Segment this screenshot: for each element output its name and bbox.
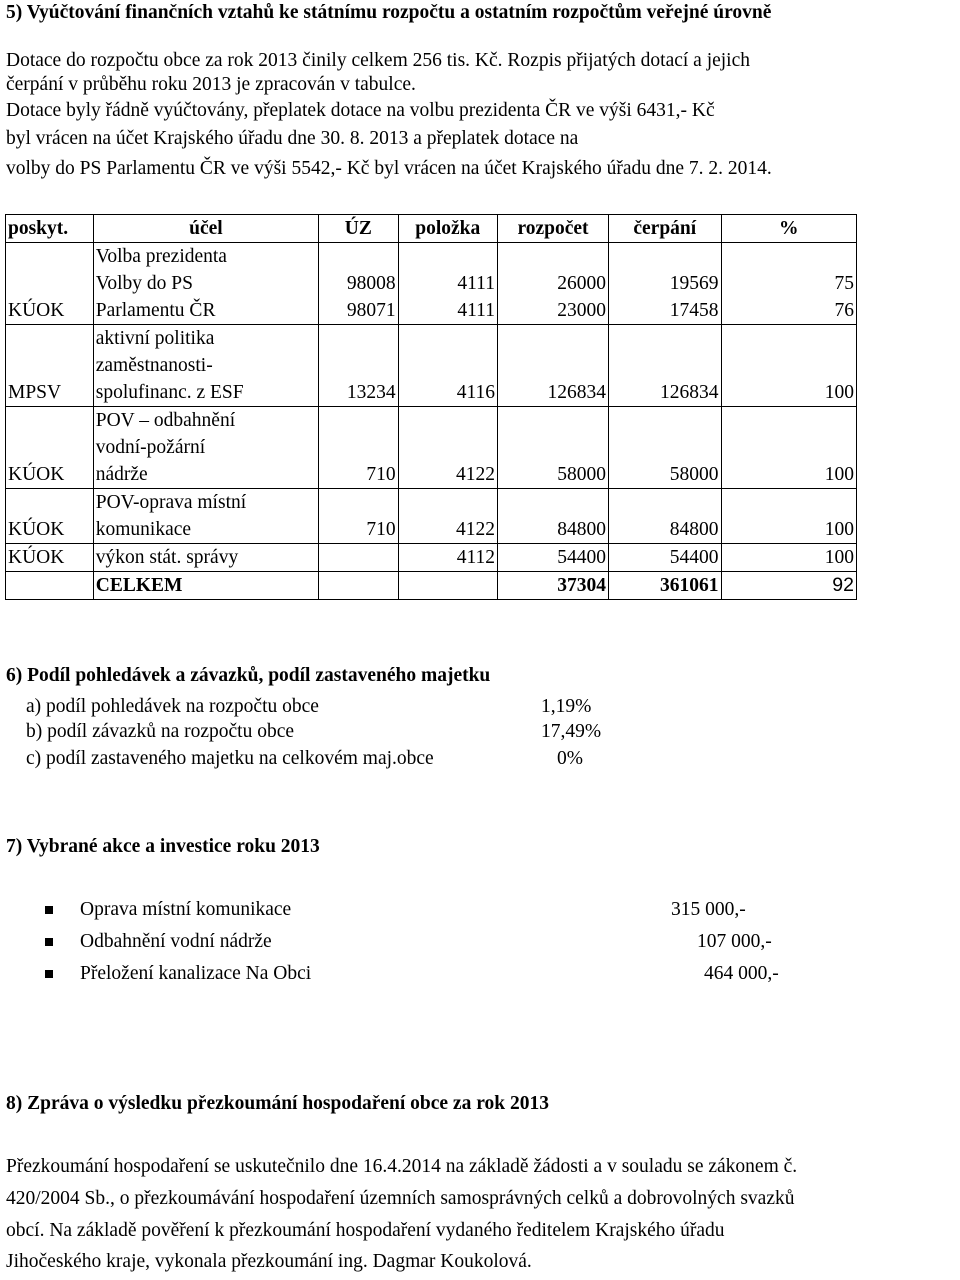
investment-item-value: 315 000,- bbox=[671, 899, 746, 920]
total-cerpani: 361061 bbox=[609, 572, 722, 600]
cell-ucel-line: zaměstnanosti- bbox=[95, 355, 213, 376]
col-header-polozka: položka bbox=[398, 215, 497, 243]
section-6-item-label: a) podíl pohledávek na rozpočtu obce bbox=[26, 696, 319, 717]
section-5-heading: 5) Vyúčtování finančních vztahů ke státnímu rozpočtu a ostatním rozpočtům veřejné úrovně bbox=[6, 2, 772, 23]
cell-ucel bbox=[93, 325, 318, 407]
cell-polozka: 4122 bbox=[398, 489, 497, 544]
cell-percent: 100 bbox=[721, 407, 856, 489]
section-6-item-value: 0% bbox=[557, 748, 583, 769]
cell-polozka-line: 4111 bbox=[457, 273, 495, 294]
cell-empty bbox=[6, 572, 94, 600]
cell-rozpocet: 54400 bbox=[497, 544, 608, 572]
bullet-icon bbox=[45, 938, 53, 946]
total-rozpocet: 37304 bbox=[497, 572, 608, 600]
section-5-text-line: Dotace do rozpočtu obce za rok 2013 činily celkem 256 tis. Kč. Rozpis přijatých dotací a jejich bbox=[6, 50, 751, 71]
cell-cerpani: 54400 bbox=[609, 544, 722, 572]
cell-percent: 100 bbox=[721, 325, 856, 407]
investment-item-label: Odbahnění vodní nádrže bbox=[80, 931, 272, 952]
cell-cerpani-line: 17458 bbox=[669, 300, 719, 321]
section-8-text-line: Jihočeského kraje, vykonala přezkoumání ing. Dagmar Koukolová. bbox=[6, 1251, 532, 1272]
cell-percent: 100 bbox=[721, 544, 856, 572]
cell-ucel-line: POV-oprava místní bbox=[95, 492, 247, 513]
subsidy-table bbox=[5, 214, 857, 600]
cell-cerpani: 126834 bbox=[609, 325, 722, 407]
section-6-item-label: b) podíl závazků na rozpočtu obce bbox=[26, 721, 295, 742]
cell-poskyt: MPSV bbox=[6, 325, 94, 407]
cell-cerpani bbox=[609, 243, 722, 325]
cell-uz-line: 98071 bbox=[346, 300, 396, 321]
section-5-text-line: volby do PS Parlamentu ČR ve výši 5542,- Kč byl vrácen na účet Krajského úřadu dne 7. 2. 2014. bbox=[6, 158, 772, 179]
section-5-text-line: Dotace byly řádně vyúčtovány, přeplatek dotace na volbu prezidenta ČR ve výši 6431,- Kč bbox=[6, 100, 715, 121]
col-header-uz: ÚZ bbox=[319, 215, 399, 243]
cell-ucel: výkon stát. správy bbox=[93, 544, 318, 572]
section-8-text-line: obcí. Na základě pověření k přezkoumání hospodaření vydaného ředitelem Krajského úřadu bbox=[6, 1220, 725, 1241]
cell-ucel-line: Parlamentu ČR bbox=[95, 300, 216, 321]
total-label: CELKEM bbox=[93, 572, 318, 600]
cell-uz bbox=[319, 544, 399, 572]
table-row bbox=[6, 407, 857, 489]
cell-empty bbox=[398, 572, 497, 600]
table-header-row bbox=[6, 215, 857, 243]
cell-polozka: 4122 bbox=[398, 407, 497, 489]
table-total-row bbox=[6, 572, 857, 600]
cell-rozpocet: 84800 bbox=[497, 489, 608, 544]
cell-ucel-line: vodní-požární bbox=[95, 437, 206, 458]
section-5-text-line: byl vrácen na účet Krajského úřadu dne 30. 8. 2013 a přeplatek dotace na bbox=[6, 128, 579, 149]
col-header-ucel: účel bbox=[93, 215, 318, 243]
bullet-icon bbox=[45, 970, 53, 978]
cell-ucel bbox=[93, 489, 318, 544]
section-5-text-line: čerpání v průběhu roku 2013 je zpracován v tabulce. bbox=[6, 74, 416, 95]
section-8-text-line: 420/2004 Sb., o přezkoumávání hospodaření územních samosprávných celků a dobrovolných svazků bbox=[6, 1188, 795, 1209]
cell-ucel-line: spolufinanc. z ESF bbox=[95, 382, 244, 403]
cell-empty bbox=[319, 572, 399, 600]
cell-uz: 710 bbox=[319, 407, 399, 489]
section-6-item-label: c) podíl zastaveného majetku na celkovém maj.obce bbox=[26, 748, 434, 769]
cell-cerpani: 58000 bbox=[609, 407, 722, 489]
cell-uz-line: 98008 bbox=[346, 273, 396, 294]
total-percent: 92 bbox=[721, 572, 856, 600]
cell-ucel bbox=[93, 407, 318, 489]
cell-polozka bbox=[398, 243, 497, 325]
cell-ucel-line: komunikace bbox=[95, 519, 192, 540]
section-7-heading: 7) Vybrané akce a investice roku 2013 bbox=[6, 836, 320, 857]
section-6-item-value: 1,19% bbox=[541, 696, 592, 717]
investment-item-value: 464 000,- bbox=[704, 963, 779, 984]
cell-ucel bbox=[93, 243, 318, 325]
col-header-percent: % bbox=[721, 215, 856, 243]
cell-uz: 13234 bbox=[319, 325, 399, 407]
table-row bbox=[6, 544, 857, 572]
cell-ucel-line: nádrže bbox=[95, 464, 148, 485]
cell-poskyt: KÚOK bbox=[6, 243, 94, 325]
section-6-item-value: 17,49% bbox=[541, 721, 602, 742]
table-row bbox=[6, 325, 857, 407]
cell-ucel-line: Volby do PS bbox=[95, 273, 193, 294]
cell-polozka: 4112 bbox=[398, 544, 497, 572]
section-6-heading: 6) Podíl pohledávek a závazků, podíl zastaveného majetku bbox=[6, 665, 491, 686]
table-row bbox=[6, 489, 857, 544]
cell-percent-line: 75 bbox=[834, 273, 854, 294]
investment-item-value: 107 000,- bbox=[697, 931, 772, 952]
cell-uz: 710 bbox=[319, 489, 399, 544]
cell-poskyt: KÚOK bbox=[6, 407, 94, 489]
col-header-cerpani: čerpání bbox=[609, 215, 722, 243]
investment-item-label: Přeložení kanalizace Na Obci bbox=[80, 963, 312, 984]
cell-percent: 100 bbox=[721, 489, 856, 544]
cell-rozpocet-line: 26000 bbox=[557, 273, 607, 294]
cell-rozpocet: 58000 bbox=[497, 407, 608, 489]
cell-percent bbox=[721, 243, 856, 325]
section-8-heading: 8) Zpráva o výsledku přezkoumání hospodaření obce za rok 2013 bbox=[6, 1093, 549, 1114]
cell-ucel-line: Volba prezidenta bbox=[95, 246, 227, 267]
cell-cerpani-line: 19569 bbox=[669, 273, 719, 294]
cell-ucel-line: POV – odbahnění bbox=[95, 410, 236, 431]
cell-polozka-line: 4111 bbox=[457, 300, 495, 321]
investment-item-label: Oprava místní komunikace bbox=[80, 899, 292, 920]
cell-ucel-line: aktivní politika bbox=[95, 328, 215, 349]
cell-percent-line: 76 bbox=[834, 300, 854, 321]
cell-rozpocet-line: 23000 bbox=[557, 300, 607, 321]
cell-poskyt: KÚOK bbox=[6, 544, 94, 572]
cell-poskyt: KÚOK bbox=[6, 489, 94, 544]
col-header-poskyt: poskyt. bbox=[6, 215, 94, 243]
cell-rozpocet: 126834 bbox=[497, 325, 608, 407]
cell-cerpani: 84800 bbox=[609, 489, 722, 544]
col-header-rozpocet: rozpočet bbox=[497, 215, 608, 243]
bullet-icon bbox=[45, 906, 53, 914]
cell-rozpocet bbox=[497, 243, 608, 325]
cell-polozka: 4116 bbox=[398, 325, 497, 407]
table-row bbox=[6, 243, 857, 325]
cell-uz bbox=[319, 243, 399, 325]
section-8-text-line: Přezkoumání hospodaření se uskutečnilo dne 16.4.2014 na základě žádosti a v souladu se zákonem č. bbox=[6, 1156, 798, 1177]
